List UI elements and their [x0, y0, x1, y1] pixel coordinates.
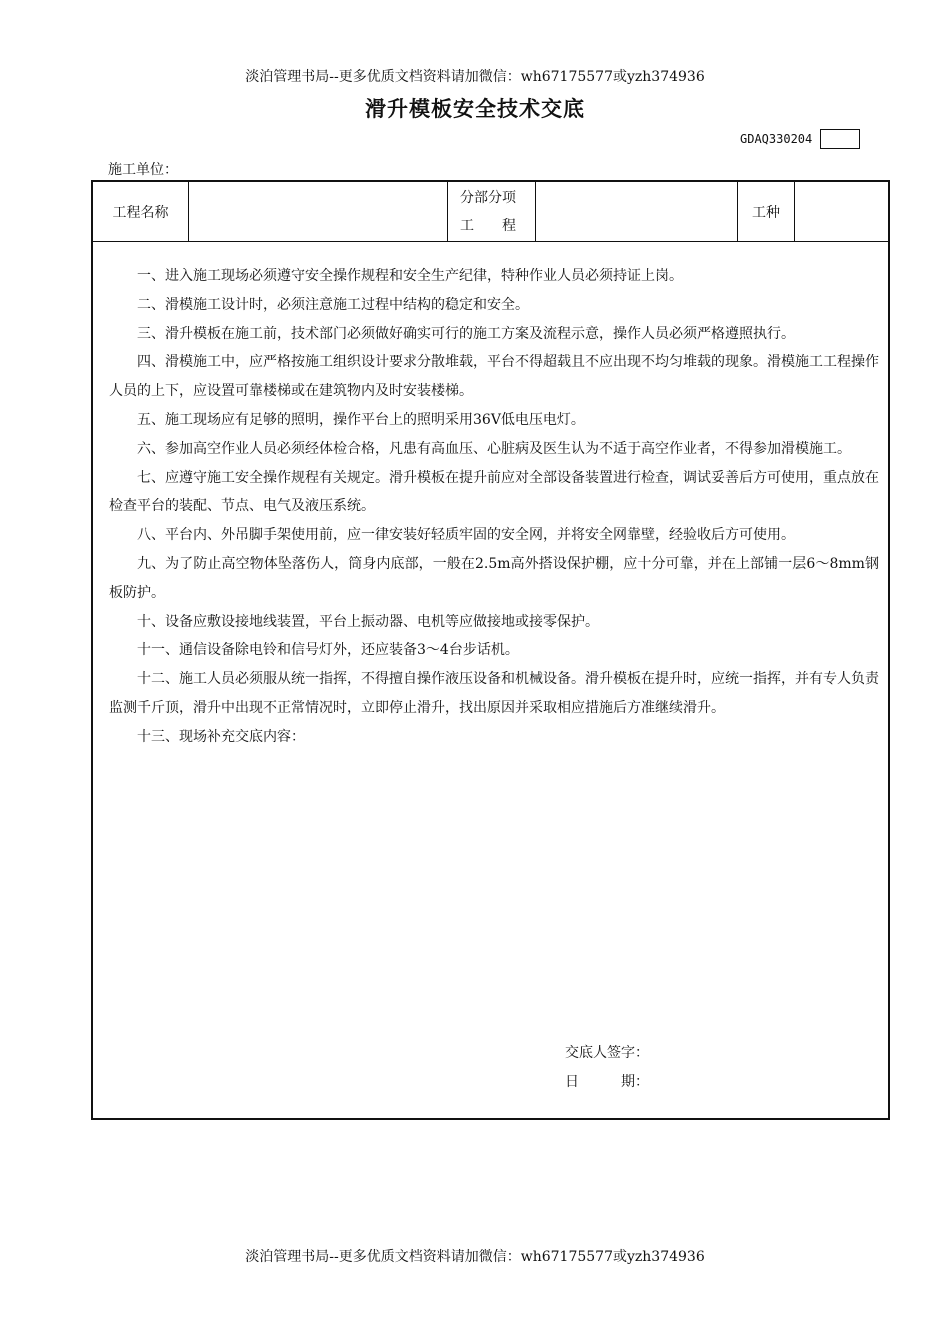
date-label: 日 期：: [565, 1074, 649, 1090]
disclosure-item: 一、进入施工现场必须遵守安全操作规程和安全生产纪律，特种作业人员必须持证上岗。: [137, 268, 683, 284]
disclosure-item: 七、应遵守施工安全操作规程有关规定。滑升模板在提升前应对全部设备装置进行检查，调试妥善后方可使用，重点放在检查平台的装配、节点、电气及液压系统。: [109, 469, 879, 515]
disclosure-item: 五、施工现场应有足够的照明，操作平台上的照明采用36V低电压电灯。: [137, 411, 585, 428]
disclosure-item: 四、滑模施工中，应严格按施工组织设计要求分散堆载，平台不得超载且不应出现不均匀堆载的现象。滑模施工工程操作人员的上下，应设置可靠楼梯或在建筑物内及时安装楼梯。: [109, 354, 879, 400]
sub-project-label-line2: 工 程: [460, 217, 516, 234]
project-name-field[interactable]: [189, 182, 447, 241]
sub-project-label: [448, 182, 535, 241]
doc-code: GDAQ330204: [740, 132, 813, 146]
disclosure-item: 十三、现场补充交底内容：: [137, 728, 305, 745]
disclosure-item: 十、设备应敷设接地线装置，平台上振动器、电机等应做接地或接零保护。: [137, 613, 599, 630]
disclosure-content: [109, 262, 879, 752]
footer-watermark-note: 淡泊管理书局--更多优质文档资料请加微信：wh67175577或yzh374936: [245, 1249, 705, 1265]
disclosure-item: 八、平台内、外吊脚手架使用前，应一律安装好轻质牢固的安全网，并将安全网靠壁，经验收后方可使用。: [137, 527, 795, 544]
work-type-label: 工种: [752, 204, 780, 221]
disclosure-item: 二、滑模施工设计时，必须注意施工过程中结构的稳定和安全。: [137, 296, 529, 313]
disclosure-item: 三、滑升模板在施工前，技术部门必须做好确实可行的施工方案及流程示意，操作人员必须严格遵照执行。: [137, 325, 795, 342]
disclosure-item: 十一、通信设备除电铃和信号灯外，还应装备3～4台步话机。: [137, 642, 519, 659]
form-header-row: [93, 182, 888, 242]
construction-unit-label: 施工单位：: [108, 162, 178, 178]
work-type-field[interactable]: [795, 182, 888, 241]
disclosure-item: 九、为了防止高空物体坠落伤人，筒身内底部，一般在2.5m高外搭设保护棚，应十分可靠，并在上部铺一层6～8mm钢板防护。: [109, 555, 879, 601]
disclosure-form: [91, 180, 890, 1120]
disclosure-item: 十二、施工人员必须服从统一指挥，不得擅自操作液压设备和机械设备。滑升模板在提升时，应统一指挥，并有专人负责监测千斤顶，滑升中出现不正常情况时，立即停止滑升，找出原因并采取相应措施后方准继续滑升。: [109, 671, 879, 716]
disclosure-item: 六、参加高空作业人员必须经体检合格，凡患有高血压、心脏病及医生认为不适于高空作业者，不得参加滑模施工。: [137, 440, 851, 457]
doc-code-box: [820, 129, 860, 149]
header-watermark-note: 淡泊管理书局--更多优质文档资料请加微信：wh67175577或yzh374936: [245, 69, 705, 85]
sub-project-label-line1: 分部分项: [460, 189, 516, 206]
document-title: 滑升模板安全技术交底: [365, 97, 585, 121]
project-name-label: 工程名称: [112, 204, 169, 221]
doc-code-row: [740, 128, 860, 150]
signer-label: 交底人签字：: [565, 1045, 649, 1061]
sub-project-field[interactable]: [536, 182, 737, 241]
